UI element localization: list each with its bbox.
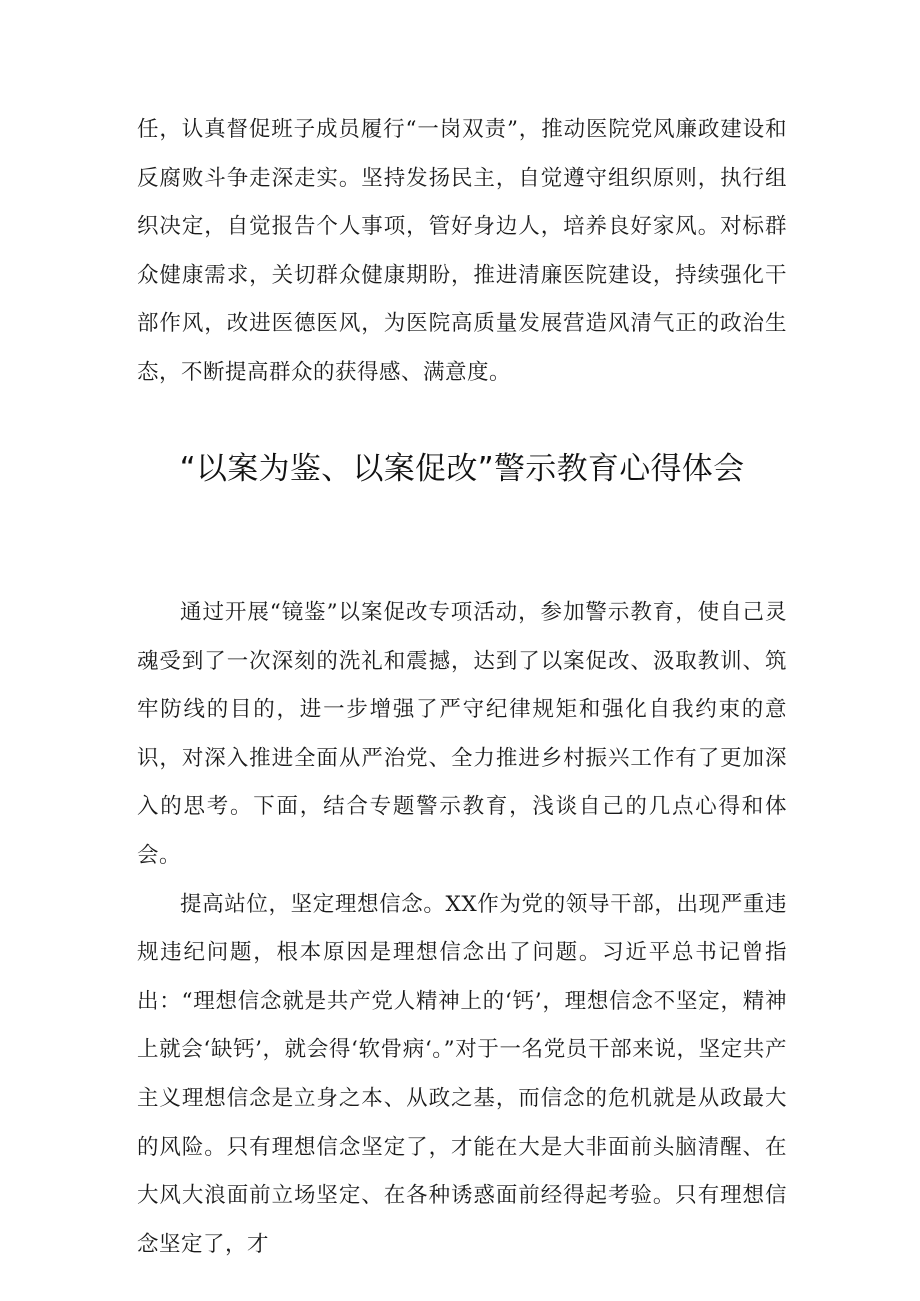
intro-text-block — [137, 106, 787, 398]
intro-paragraph: 任，认真督促班子成员履行“一岗双责”，推动医院党风廉政建设和反腐败斗争走深走实。坚持发扬民主，自觉遵守组织原则，执行组织决定，自觉报告个人事项，管好身边人，培养良好家风。对标群众健康需求，关切群众健康期盼，推进清廉医院建设，持续强化干部作风，改进医德医风，为医院高质量发展营造风清气正的政治生态，不断提高群众的获得感、满意度。 — [137, 117, 787, 385]
body-paragraph-1: 通过开展“镜鉴”以案促改专项活动，参加警示教育，使自己灵魂受到了一次深刻的洗礼和震撼，达到了以案促改、汲取教训、筑牢防线的目的，进一步增强了严守纪律规矩和强化自我约束的意识，对深入推进全面从严治党、全力推进乡村振兴工作有了更加深入的思考。下面，结合专题警示教育，浅谈自己的几点心得和体会。 — [137, 600, 787, 868]
article-body — [137, 589, 787, 1269]
article-title: “以案为鉴、以案促改”警示教育心得体会 — [179, 451, 745, 487]
body-paragraph-2: 提高站位，坚定理想信念。XX作为党的领导干部，出现严重违规违纪问题，根本原因是理想信念出了问题。习近平总书记曾指出：“理想信念就是共产党人精神上的‘钙’，理想信念不坚定，精神上就会‘缺钙’，就会得‘软骨病‘。”对于一名党员干部来说，坚定共产主义理想信念是立身之本、从政之基，而信念的危机就是从政最大的风险。只有理想信念坚定了，才能在大是大非面前头脑清醒、在大风大浪面前立场坚定、在各种诱惑面前经得起考验。只有理想信念坚定了，才 — [137, 891, 787, 1257]
